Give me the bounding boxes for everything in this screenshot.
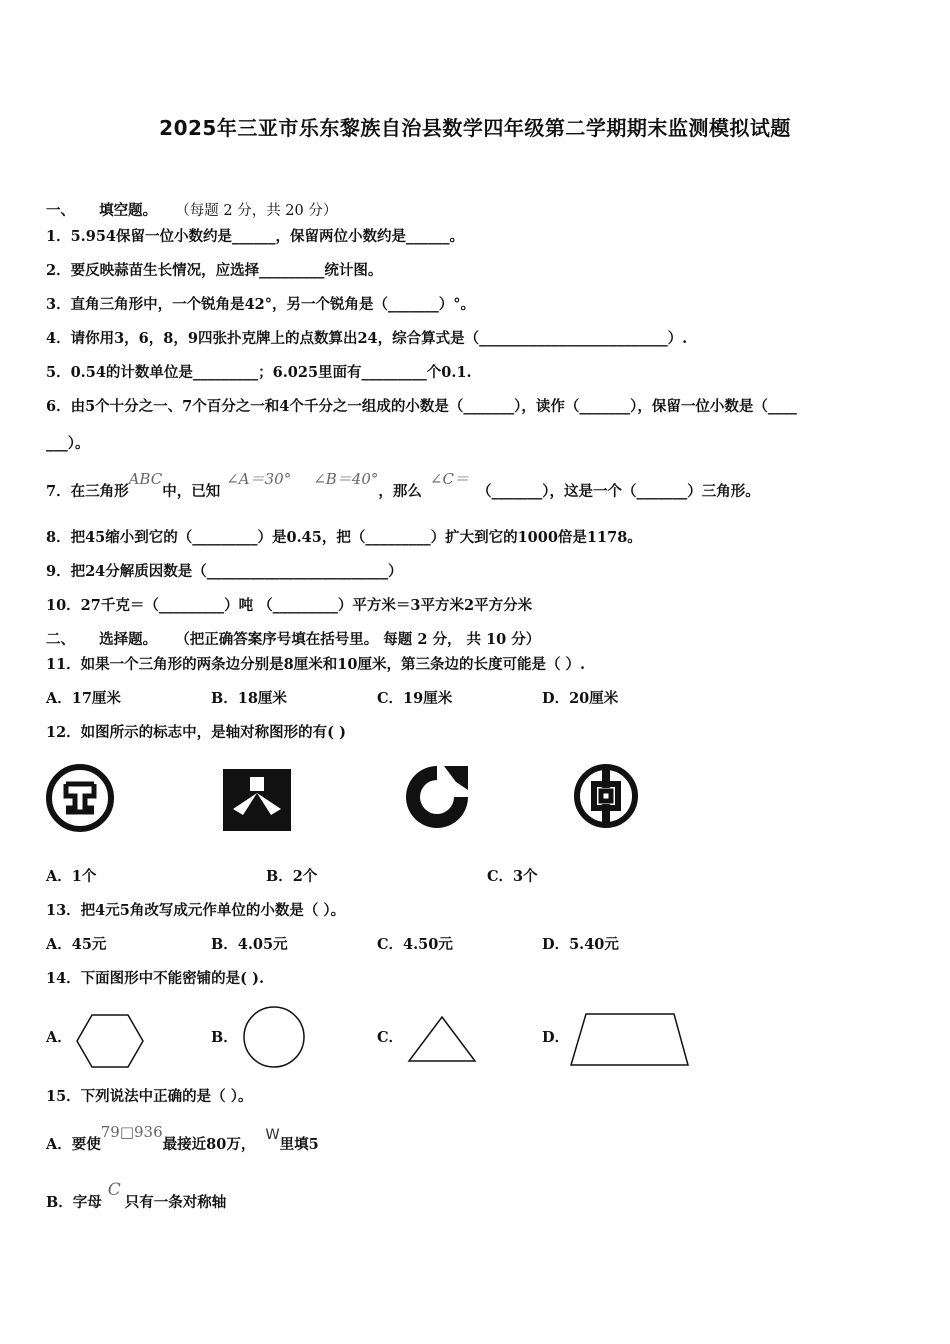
question-6-line1: 6．由5个十分之一、7个百分之一和4个千分之一组成的小数是（_______），读作（_______），保留一位小数是（____ bbox=[46, 398, 797, 415]
q11-option-b[interactable]: B．18厘米 bbox=[211, 690, 287, 707]
q15-option-a[interactable] bbox=[46, 1123, 319, 1155]
question-14: 14．下面图形中不能密铺的是( ). bbox=[46, 970, 264, 987]
q11-option-c[interactable]: C．19厘米 bbox=[377, 690, 453, 707]
question-9: 9．把24分解质因数是（_________________________） bbox=[46, 563, 403, 580]
question-8: 8．把45缩小到它的（_________）是0.45，把（_________）扩大到它的1000倍是1178。 bbox=[46, 529, 642, 546]
q15-b-letter: C bbox=[107, 1180, 121, 1200]
q12-option-a[interactable]: A．1个 bbox=[46, 868, 97, 885]
q7-text-d: （_______），这是一个（_______）三角形。 bbox=[476, 483, 760, 500]
q15-option-b[interactable] bbox=[46, 1180, 227, 1213]
question-13: 13．把4元5角改写成元作单位的小数是（ ）。 bbox=[46, 902, 346, 919]
q13-option-b[interactable]: B．4.05元 bbox=[211, 936, 288, 953]
q15-a-prefix: A．要使 bbox=[46, 1136, 101, 1153]
question-11: 11．如果一个三角形的两条边分别是8厘米和10厘米，第三条边的长度可能是（ ）. bbox=[46, 656, 586, 673]
section1-name: 填空题。 bbox=[99, 202, 158, 219]
question-4: 4．请你用3，6，8，9四张扑克牌上的点数算出24，综合算式是（__________________________）. bbox=[46, 330, 688, 347]
section2-number: 二、 bbox=[46, 631, 75, 648]
question-15: 15．下列说法中正确的是（ ）。 bbox=[46, 1088, 253, 1105]
q14-option-a-label[interactable]: A． bbox=[46, 1029, 72, 1046]
q7-angle-c: ∠C＝ bbox=[429, 470, 469, 488]
bank-of-china-logo-icon bbox=[572, 762, 640, 830]
section1-header bbox=[46, 201, 337, 221]
q7-text-a: 7．在三角形 bbox=[46, 483, 129, 500]
construction-bank-logo-icon bbox=[223, 769, 291, 831]
q14-option-c-label[interactable]: C． bbox=[377, 1029, 404, 1046]
section1-number: 一、 bbox=[46, 202, 75, 219]
q15-a-w: W bbox=[265, 1127, 280, 1143]
q14-option-d-label[interactable]: D． bbox=[542, 1029, 570, 1046]
q15-a-middle: 最接近80万， bbox=[162, 1136, 256, 1153]
q11-option-a[interactable]: A．17厘米 bbox=[46, 690, 121, 707]
q13-option-a[interactable]: A．45元 bbox=[46, 936, 107, 953]
section2-name: 选择题。 bbox=[99, 631, 158, 648]
question-7 bbox=[46, 470, 760, 502]
q13-option-d[interactable]: D．5.40元 bbox=[542, 936, 619, 953]
q14-option-b-label[interactable]: B． bbox=[211, 1029, 238, 1046]
section2-header bbox=[46, 630, 540, 650]
q7-angle-b: ∠B＝40° bbox=[313, 470, 379, 488]
q12-option-b[interactable]: B．2个 bbox=[266, 868, 318, 885]
q13-option-c[interactable]: C．4.50元 bbox=[377, 936, 453, 953]
q7-text-c: ，那么 bbox=[378, 483, 422, 500]
q15-a-suffix: 里填5 bbox=[279, 1136, 319, 1153]
q15-b-suffix: 只有一条对称轴 bbox=[124, 1194, 227, 1211]
circle-diamond-logo-icon bbox=[402, 762, 472, 832]
icbc-logo-icon bbox=[44, 762, 116, 834]
question-5: 5．0.54的计数单位是_________；6.025里面有_________个0.1. bbox=[46, 364, 472, 381]
question-3: 3．直角三角形中，一个锐角是42°，另一个锐角是（_______）°。 bbox=[46, 296, 476, 313]
question-6-line2: ___）。 bbox=[46, 435, 90, 452]
q15-a-number: 79□936 bbox=[100, 1123, 163, 1141]
question-10: 10．27千克＝（_________）吨 （_________）平方米＝3平方米2平方分米 bbox=[46, 597, 533, 614]
q11-option-d[interactable]: D．20厘米 bbox=[542, 690, 619, 707]
q7-triangle-abc: ABC bbox=[128, 470, 163, 488]
question-1: 1．5.954保留一位小数约是______，保留两位小数约是______。 bbox=[46, 228, 464, 245]
q12-option-c[interactable]: C．3个 bbox=[487, 868, 538, 885]
trapezoid-shape-icon bbox=[568, 1010, 692, 1068]
hexagon-shape-icon bbox=[74, 1012, 146, 1070]
q15-b-prefix: B．字母 bbox=[46, 1194, 102, 1211]
q7-text-b: 中，已知 bbox=[162, 483, 221, 500]
section1-note: （每题 2 分，共 20 分） bbox=[175, 203, 338, 219]
section2-note: （把正确答案序号填在括号里。 每题 2 分， 共 10 分） bbox=[175, 631, 541, 648]
question-12: 12．如图所示的标志中，是轴对称图形的有( ) bbox=[46, 724, 346, 741]
circle-shape-icon bbox=[241, 1004, 307, 1070]
triangle-shape-icon bbox=[406, 1014, 478, 1064]
page-title: 2025年三亚市乐东黎族自治县数学四年级第二学期期末监测模拟试题 bbox=[159, 116, 791, 140]
question-2: 2．要反映蒜苗生长情况，应选择_________统计图。 bbox=[46, 262, 383, 279]
q7-angle-a: ∠A＝30° bbox=[226, 470, 292, 488]
